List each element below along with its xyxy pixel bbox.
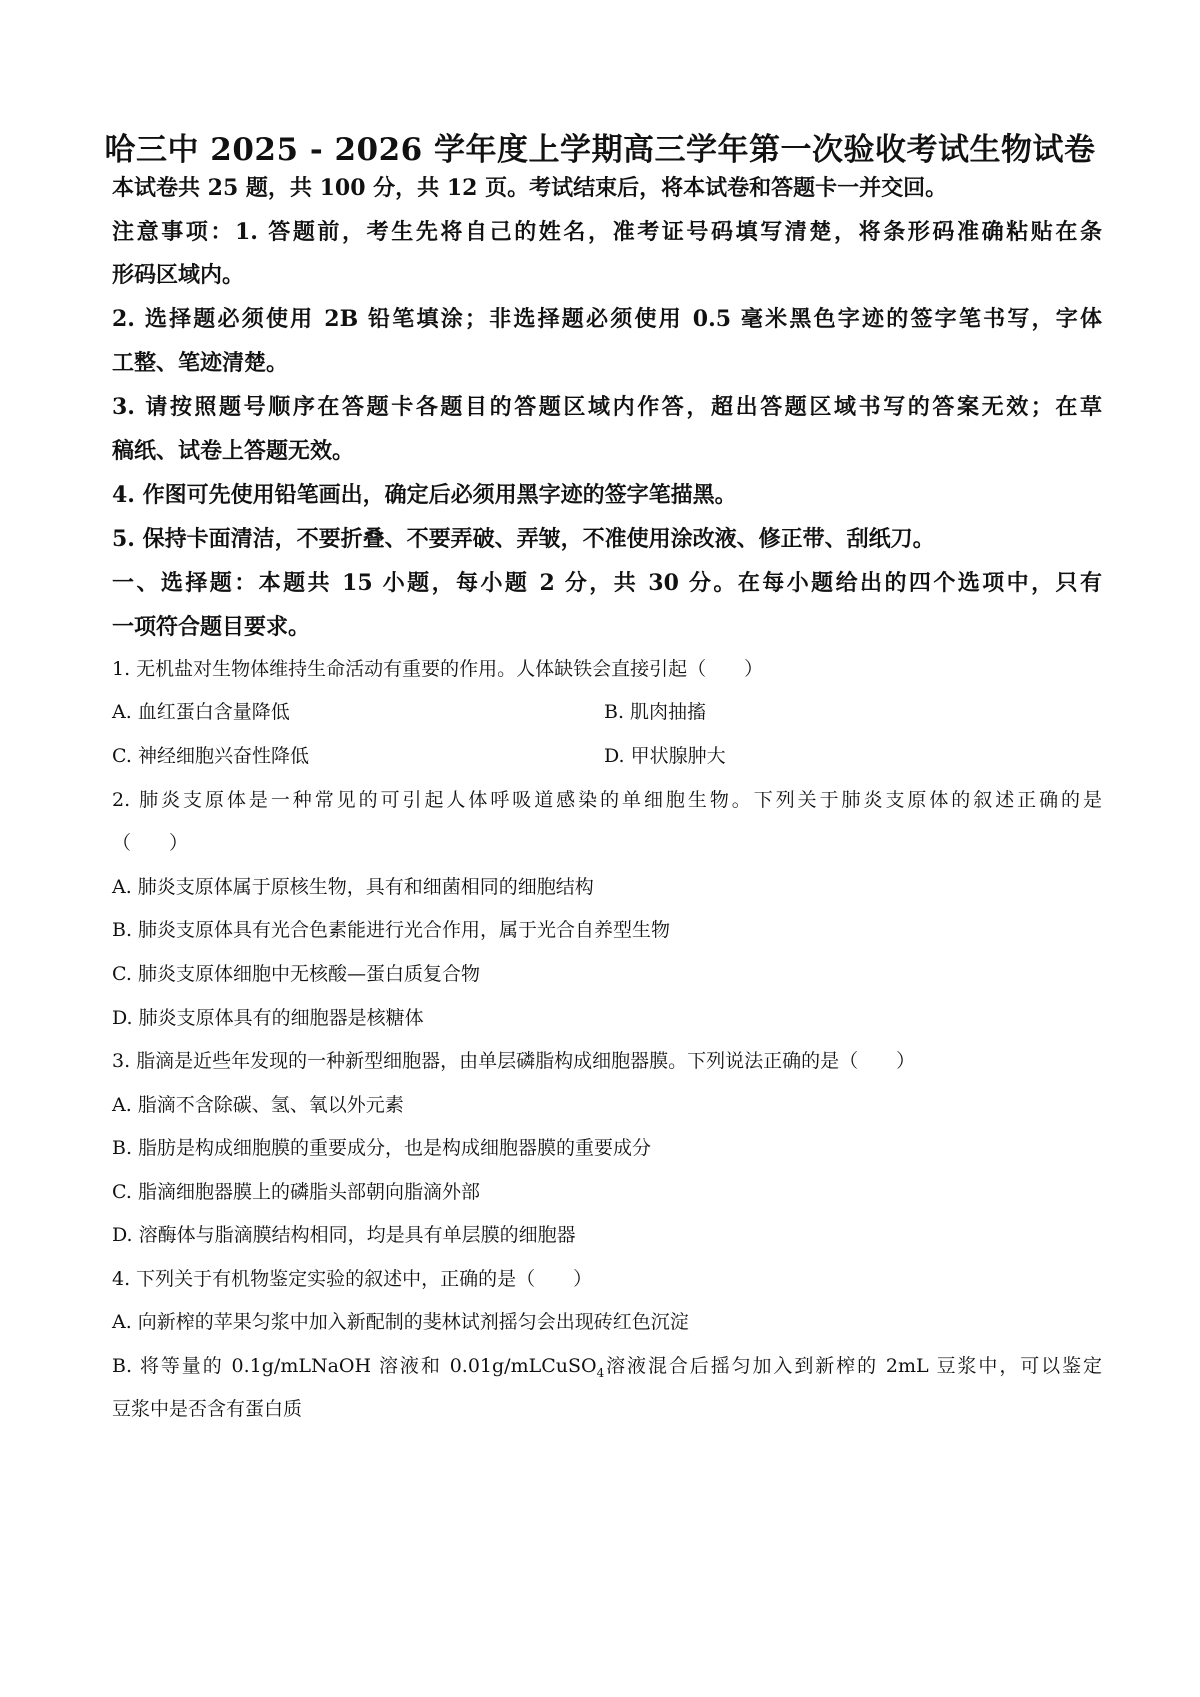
notice-3-line2: 稿纸、试卷上答题无效。 [112,438,355,464]
question-3-option-c: C. 脂滴细胞器膜上的磷脂头部朝向脂滴外部 [112,1181,480,1203]
question-4-option-b-text-cont: 溶液混合后摇匀加入到新榨的 2mL 豆浆中，可以鉴定 [604,1355,1102,1377]
exam-title: 哈三中 2025 - 2026 学年度上学期高三学年第一次验收考试生物试卷 [104,132,1096,168]
notice-5: 5. 保持卡面清洁，不要折叠、不要弄破、弄皱，不准使用涂改液、修正带、刮纸刀。 [112,526,935,552]
question-2-stem-line2: （ ） [112,832,189,854]
subscript-4: 4 [596,1365,605,1380]
question-2-option-b: B. 肺炎支原体具有光合色素能进行光合作用，属于光合自养型生物 [112,919,671,941]
question-1-option-c: C. 神经细胞兴奋性降低 [112,745,309,767]
notice-2-line2: 工整、笔迹清楚。 [112,350,289,376]
question-4-option-a: A. 向新榨的苹果匀浆中加入新配制的斐林试剂摇匀会出现砖红色沉淀 [112,1311,689,1333]
section-heading-line1: 一、选择题：本题共 15 小题，每小题 2 分，共 30 分。在每小题给出的四个选项中，只有 [112,570,1102,596]
notice-4: 4. 作图可先使用铅笔画出，确定后必须用黑字迹的签字笔描黑。 [112,482,737,508]
question-3-stem: 3. 脂滴是近些年发现的一种新型细胞器，由单层磷脂构成细胞器膜。下列说法正确的是（ ） [112,1050,916,1072]
notice-1-line2: 形码区域内。 [112,262,245,288]
question-2-option-a: A. 肺炎支原体属于原核生物，具有和细菌相同的细胞结构 [112,876,594,898]
notice-1-line1: 注意事项：1. 答题前，考生先将自己的姓名，准考证号码填写清楚，将条形码准确粘贴在条 [112,219,1102,245]
section-heading-line2: 一项符合题目要求。 [112,614,311,640]
question-3-option-b: B. 脂肪是构成细胞膜的重要成分，也是构成细胞器膜的重要成分 [112,1137,652,1159]
question-1-option-d: D. 甲状腺肿大 [604,745,726,767]
question-1-option-b: B. 肌肉抽搐 [604,701,707,723]
notice-2-line1: 2. 选择题必须使用 2B 铅笔填涂；非选择题必须使用 0.5 毫米黑色字迹的签字笔书写，字体 [112,306,1102,332]
question-4-stem: 4. 下列关于有机物鉴定实验的叙述中，正确的是（ ） [112,1268,593,1290]
question-3-option-d: D. 溶酶体与脂滴膜结构相同，均是具有单层膜的细胞器 [112,1224,576,1246]
question-4-option-b-line2: 豆浆中是否含有蛋白质 [112,1398,303,1420]
question-2-stem-line1: 2. 肺炎支原体是一种常见的可引起人体呼吸道感染的单细胞生物。下列关于肺炎支原体的叙述正确的是 [112,789,1102,811]
exam-info-line: 本试卷共 25 题，共 100 分，共 12 页。考试结束后，将本试卷和答题卡一并交回。 [112,175,948,201]
question-4-option-b-text: B. 将等量的 0.1g/mLNaOH 溶液和 0.01g/mLCuSO [112,1355,597,1377]
question-1-stem: 1. 无机盐对生物体维持生命活动有重要的作用。人体缺铁会直接引起（ ） [112,658,764,680]
question-2-option-c: C. 肺炎支原体细胞中无核酸—蛋白质复合物 [112,963,480,985]
question-4-option-b-line1 [112,1351,1102,1380]
question-3-option-a: A. 脂滴不含除碳、氢、氧以外元素 [112,1094,404,1116]
notice-3-line1: 3. 请按照题号顺序在答题卡各题目的答题区域内作答，超出答题区域书写的答案无效；在草 [112,394,1102,420]
question-2-option-d: D. 肺炎支原体具有的细胞器是核糖体 [112,1007,424,1029]
question-1-option-a: A. 血红蛋白含量降低 [112,701,290,723]
